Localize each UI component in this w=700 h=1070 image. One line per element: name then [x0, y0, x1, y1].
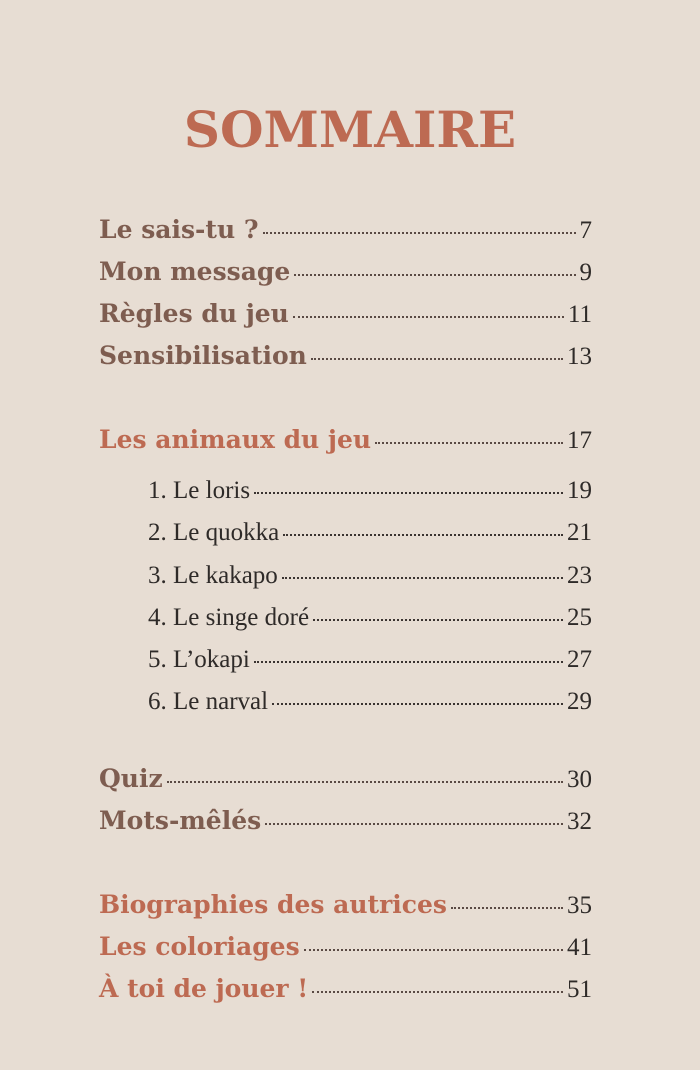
toc-entry[interactable] [99, 215, 592, 245]
toc-leader-dots [254, 661, 563, 663]
toc-entry[interactable] [99, 890, 592, 920]
toc-leader-dots [282, 577, 563, 579]
toc-leader-dots [167, 781, 563, 783]
toc-entry-page: 29 [567, 688, 592, 715]
toc-entry-label: 4. Le singe doré [148, 604, 310, 631]
toc-leader-dots [375, 442, 563, 444]
toc-section-heading[interactable] [99, 425, 592, 455]
toc-entry-page: 30 [567, 766, 592, 793]
toc-entry-page: 51 [567, 976, 592, 1003]
toc-entry[interactable] [99, 806, 592, 836]
toc-entry-page: 35 [567, 892, 592, 919]
toc-subentry[interactable] [148, 519, 592, 547]
toc-entry-label: 5. L’okapi [148, 646, 250, 673]
toc-entry-label: 1. Le loris [148, 477, 251, 504]
toc-entry-label: Mots-mêlés [99, 806, 262, 835]
toc-entry-label: Biographies des autrices [99, 890, 447, 919]
toc-leader-dots [254, 492, 563, 494]
toc-entry-page: 17 [567, 427, 592, 454]
toc-entry-page: 23 [567, 562, 592, 589]
toc-entry-label: Sensibilisation [99, 341, 307, 370]
toc-entry[interactable] [99, 257, 592, 287]
toc-subentry[interactable] [148, 477, 592, 505]
toc-entry-page: 9 [579, 259, 592, 286]
toc-entry-label: Règles du jeu [99, 299, 289, 328]
page-title: SOMMAIRE [183, 100, 517, 159]
toc-entry-page: 21 [567, 519, 592, 546]
toc-subentry[interactable] [148, 562, 592, 590]
toc-entry[interactable] [99, 341, 592, 371]
toc-entry[interactable] [99, 974, 592, 1004]
toc-subentry[interactable] [148, 688, 592, 716]
toc-entry[interactable] [99, 932, 592, 962]
toc-leader-dots [304, 949, 563, 951]
toc-entry-page: 25 [567, 604, 592, 631]
toc-leader-dots [312, 991, 563, 993]
toc-entry-label: Quiz [99, 764, 163, 793]
toc-entry-label: Le sais-tu ? [99, 215, 259, 244]
toc-leader-dots [313, 619, 563, 621]
toc-leader-dots [263, 232, 576, 234]
toc-leader-dots [294, 274, 575, 276]
toc-entry-label: 2. Le quokka [148, 519, 280, 546]
toc-leader-dots [293, 316, 564, 318]
toc-entry-label: 6. Le narval [148, 688, 269, 715]
toc-subentry[interactable] [148, 604, 592, 632]
toc-leader-dots [311, 358, 563, 360]
toc-entry-page: 41 [567, 934, 592, 961]
toc-subentry[interactable] [148, 646, 592, 674]
toc-entry-page: 7 [579, 217, 592, 244]
toc-leader-dots [272, 703, 563, 705]
toc-entry-page: 32 [567, 808, 592, 835]
toc-entry-label: Mon message [99, 257, 291, 286]
toc-entry[interactable] [99, 299, 592, 329]
toc-entry-page: 11 [567, 301, 592, 328]
toc-entry-page: 19 [567, 477, 592, 504]
toc-entry-label: Les animaux du jeu [99, 425, 372, 454]
toc-entry-label: Les coloriages [99, 932, 300, 961]
toc-entry-page: 13 [567, 343, 592, 370]
toc-leader-dots [265, 823, 563, 825]
toc-entry-label: À toi de jouer ! [99, 974, 309, 1003]
toc-entry[interactable] [99, 764, 592, 794]
toc-entry-page: 27 [567, 646, 592, 673]
toc-entry-label: 3. Le kakapo [148, 562, 278, 589]
toc-leader-dots [283, 534, 563, 536]
toc-leader-dots [451, 907, 563, 909]
